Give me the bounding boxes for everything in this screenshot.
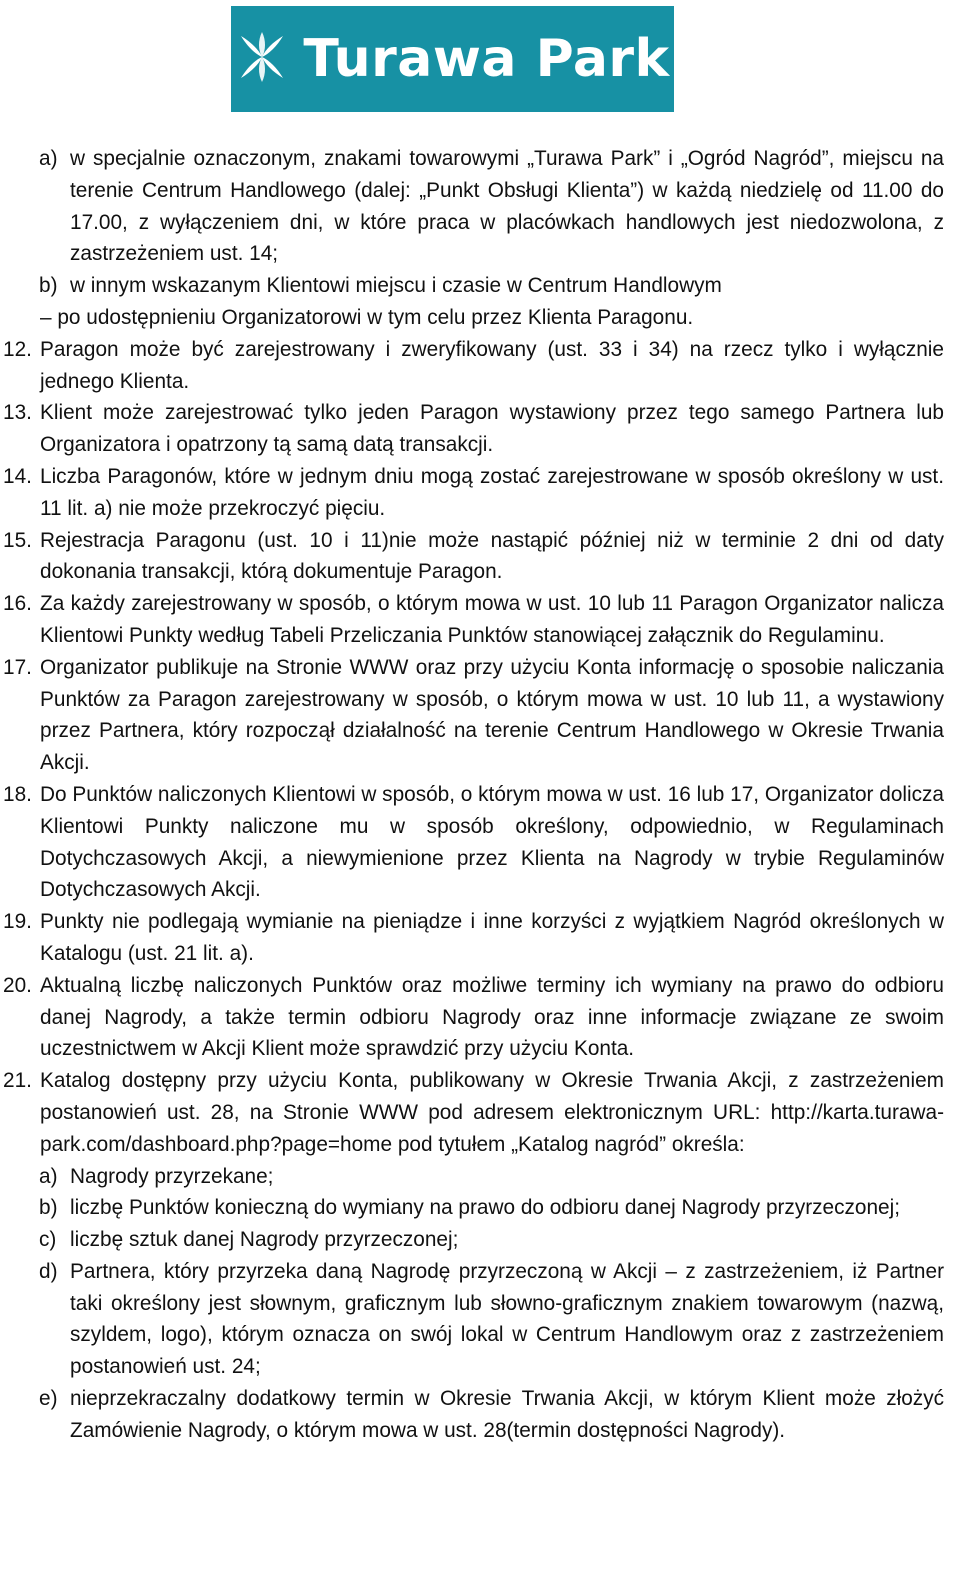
numbered-item: [0, 334, 960, 398]
item-marker: b): [39, 274, 58, 298]
sub-list-item: [0, 1256, 960, 1383]
item-text: Nagrody przyrzekane;: [70, 1164, 274, 1188]
item-number: 13.: [3, 401, 32, 425]
item-number: 17.: [3, 655, 32, 679]
item-text: w specjalnie oznaczonym, znakami towarowymi „Turawa Park” i „Ogród Nagród”, miejscu na terenie Centrum Handlowego (dalej: „Punkt Obsługi Klienta”) w każdą niedzielę od 11.00 do 17.00, z wyłączeniem dni, w które praca w placówkach handlowych jest niedozwolona, z zastrzeżeniem ust. 14;: [70, 147, 944, 266]
numbered-item: [0, 525, 960, 589]
item-text: nieprzekraczalny dodatkowy termin w Okresie Trwania Akcji, w którym Klient może złożyć Zamówienie Nagrody, o którym mowa w ust. 28(termin dostępności Nagrody).: [70, 1387, 944, 1442]
item-continuation: – po udostępnieniu Organizatorowi w tym celu przez Klienta Paragonu.: [40, 305, 694, 329]
item-text: Liczba Paragonów, które w jednym dniu mogą zostać zarejestrowane w sposób określony w ust. 11 lit. a) nie może przekroczyć pięciu.: [40, 464, 944, 520]
numbered-item: [0, 461, 960, 525]
flower-icon: [235, 30, 289, 89]
item-marker: b): [39, 1196, 58, 1220]
numbered-item: [0, 1065, 960, 1160]
item-number: 15.: [3, 528, 32, 552]
item-text: Aktualną liczbę naliczonych Punktów oraz możliwe terminy ich wymiany na prawo do odbioru danej Nagrody, a także termin odbioru Nagrody oraz inne informacje związane ze swoim uczestnictwem w Akcji Klient może sprawdzić przy użyciu Konta.: [40, 973, 944, 1061]
item-number: 20.: [3, 973, 32, 997]
item-text: Paragon może być zarejestrowany i zweryfikowany (ust. 33 i 34) na rzecz tylko i wyłącznie jednego Klienta.: [40, 337, 944, 393]
numbered-item: [0, 397, 960, 461]
item-text: Za każdy zarejestrowany w sposób, o którym mowa w ust. 10 lub 11 Paragon Organizator nalicza Klientowi Punkty według Tabeli Przeliczania Punktów stanowiącej załącznik do Regulaminu.: [40, 592, 944, 647]
item-number: 19.: [3, 910, 32, 934]
item-text: Punkty nie podlegają wymianie na pieniądze i inne korzyści z wyjątkiem Nagród określonych w Katalogu (ust. 21 lit. a).: [40, 910, 944, 965]
item-number: 16.: [3, 592, 32, 616]
item-text: liczbę sztuk danej Nagrody przyrzeczonej;: [70, 1228, 459, 1252]
item-text: Klient może zarejestrować tylko jeden Paragon wystawiony przez tego samego Partnera lub Organizatora i opatrzony tą samą datą transakcji.: [40, 401, 944, 457]
item-marker: d): [39, 1259, 58, 1283]
item-text: Organizator publikuje na Stronie WWW oraz przy użyciu Konta informację o sposobie naliczania Punktów za Paragon zarejestrowany w sposób, o którym mowa w ust. 10 lub 11, a wystawiony przez Partnera, który rozpoczął działalność na terenie Centrum Handlowego w Okresie Trwania Akcji.: [40, 655, 944, 775]
numbered-item: [0, 779, 960, 906]
numbered-item: [0, 652, 960, 779]
item-text: w innym wskazanym Klientowi miejscu i czasie w Centrum Handlowym: [70, 274, 722, 298]
item-text: Partnera, który przyrzeka daną Nagrodę przyrzeczoną w Akcji – z zastrzeżeniem, iż Partner taki określony jest słownym, graficznym lub słowno-graficznym znakiem towarowym (nazwą, szyldem, logo), którym oznacza on swój lokal w Centrum Handlowym oraz z zastrzeżeniem postanowień ust. 24;: [70, 1259, 944, 1379]
item-number: 14.: [3, 464, 32, 488]
sub-list-item: [0, 1192, 960, 1224]
item-number: 21.: [3, 1069, 32, 1093]
numbered-item: [0, 906, 960, 970]
item-text: liczbę Punktów konieczną do wymiany na prawo do odbioru danej Nagrody przyrzeczonej;: [70, 1196, 901, 1220]
item-marker: a): [39, 147, 58, 170]
list-item: [0, 143, 960, 270]
logo-text: Turawa Park: [303, 29, 670, 89]
item-text: Katalog dostępny przy użyciu Konta, publikowany w Okresie Trwania Akcji, z zastrzeżeniem postanowień ust. 28, na Stronie WWW pod adresem elektronicznym URL: http://karta.turawa-park.com/dashboard.php?page=home pod tytułem „Katalog nagród” określa:: [40, 1069, 944, 1156]
item-text: Do Punktów naliczonych Klientowi w sposób, o którym mowa w ust. 16 lub 17, Organizator dolicza Klientowi Punkty naliczone mu w sposób określony, odpowiednio, w Regulaminach Dotychczasowych Akcji, a niewymienione przez Klienta na Nagrody w trybie Regulaminów Dotychczasowych Akcji.: [40, 782, 944, 902]
item-marker: a): [39, 1164, 58, 1188]
item-marker: c): [39, 1228, 57, 1252]
sub-list-item: [0, 1161, 960, 1193]
regulation-text: [0, 143, 960, 1447]
item-marker: e): [39, 1387, 58, 1411]
numbered-item: [0, 970, 960, 1065]
item-number: 18.: [3, 782, 32, 806]
sub-list-item: [0, 1224, 960, 1256]
sub-list-item: [0, 1383, 960, 1447]
turawa-park-logo: [231, 6, 674, 112]
list-item: [0, 270, 960, 302]
item-text: Rejestracja Paragonu (ust. 10 i 11)nie może nastąpić później niż w terminie 2 dni od daty dokonania transakcji, którą dokumentuje Paragon.: [40, 528, 944, 584]
item-number: 12.: [3, 337, 32, 361]
numbered-item: [0, 588, 960, 652]
